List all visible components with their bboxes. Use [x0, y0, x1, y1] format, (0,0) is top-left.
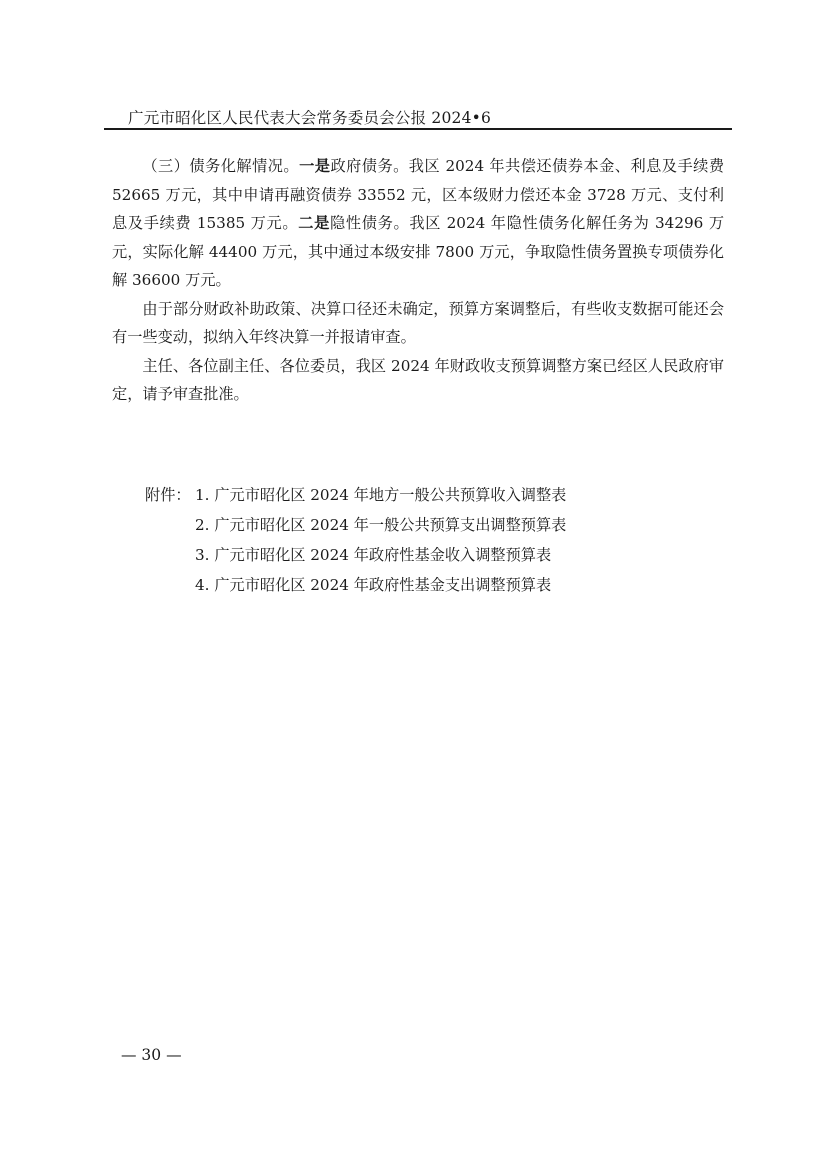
attachments-list	[145, 480, 566, 600]
debt-lead: （三）债务化解情况。	[142, 157, 300, 175]
attachment-item	[145, 570, 566, 600]
note-paragraph: 由于部分财政补助政策、决算口径还未确定，预算方案调整后，有些收支数据可能还会有一些变动，拟纳入年终决算一并报请审查。	[112, 299, 724, 346]
header-title: 广元市昭化区人民代表大会常务委员会公报 2024•6	[128, 109, 492, 127]
attachments-prefix: 附件：	[145, 486, 191, 504]
page-number: — 30 —	[121, 1046, 182, 1064]
debt-part1-label: 一是	[299, 157, 331, 175]
debt-part2-label: 二是	[298, 214, 331, 232]
attachment-item	[145, 480, 566, 510]
attachment-item	[145, 540, 566, 570]
debt-paragraph	[112, 152, 724, 295]
attachment-item-4: 4. 广元市昭化区 2024 年政府性基金支出调整预算表	[195, 576, 552, 594]
header-rule	[104, 128, 732, 130]
debt-part1-text: 政府债务。我区 2024 年共偿还债券本金、利息及手续费 52665 万元，其中申请再融资债券 33552 元，区本级财力偿还本金 3728 万元、支付利息及手续费 15385 万元。	[112, 157, 725, 232]
attachment-item-2: 2. 广元市昭化区 2024 年一般公共预算支出调整预算表	[195, 516, 567, 534]
page-header	[104, 104, 732, 130]
debt-part2-text: 隐性债务。我区 2024 年隐性债务化解任务为 34296 万元，实际化解 44400 万元，其中通过本级安排 7800 万元，争取隐性债务置换专项债券化解 36600 万元。	[112, 214, 725, 289]
attachment-item-3: 3. 广元市昭化区 2024 年政府性基金收入调整预算表	[195, 546, 552, 564]
attachment-item-1: 1. 广元市昭化区 2024 年地方一般公共预算收入调整表	[195, 486, 567, 504]
attachment-item	[145, 510, 566, 540]
closing-paragraph: 主任、各位副主任、各位委员，我区 2024 年财政收支预算调整方案已经区人民政府审定，请予审查批准。	[112, 356, 724, 403]
body-text	[112, 152, 724, 409]
